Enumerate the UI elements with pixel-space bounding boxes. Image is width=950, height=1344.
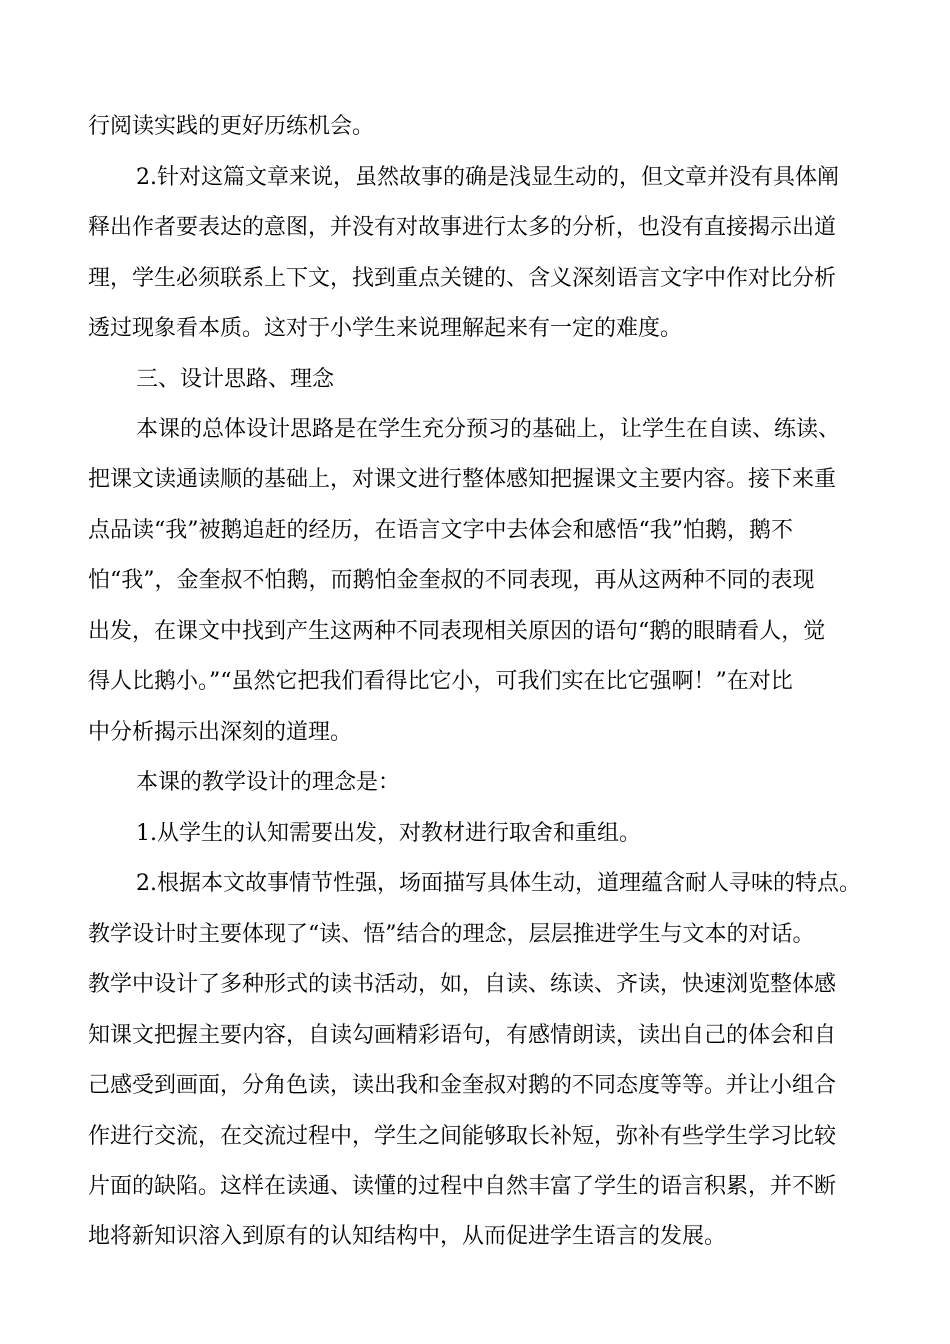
text-line: 己感受到画面，分角色读，读出我和金奎叔对鹅的不同态度等等。并让小组合 xyxy=(88,1073,837,1098)
text-line: 行阅读实践的更好历练机会。 xyxy=(88,114,375,139)
text-line: 教学中设计了多种形式的读书活动，如，自读、练读、齐读，快速浏览整体感 xyxy=(88,972,837,997)
text-line: 1.从学生的认知需要出发，对教材进行取舍和重组。 xyxy=(136,821,641,846)
text-line: 点品读“我”被鹅追赶的经历，在语言文字中去体会和感悟“我”怕鹅，鹅不 xyxy=(88,518,793,543)
text-line: 片面的缺陷。这样在读通、读懂的过程中自然丰富了学生的语言积累，并不断 xyxy=(88,1174,837,1199)
text-line: 透过现象看本质。这对于小学生来说理解起来有一定的难度。 xyxy=(88,316,683,341)
text-line: 本课的教学设计的理念是： xyxy=(136,770,401,795)
text-line: 地将新知识溶入到原有的认知结构中，从而促进学生语言的发展。 xyxy=(88,1224,727,1249)
text-line: 得人比鹅小。”“虽然它把我们看得比它小，可我们实在比它强啊！”在对比 xyxy=(88,669,793,694)
text-line: 理，学生必须联系上下文，找到重点关键的、含义深刻语言文字中作对比分析 xyxy=(88,266,837,291)
section-heading: 三、设计思路、理念 xyxy=(136,367,335,392)
text-line: 中分析揭示出深刻的道理。 xyxy=(88,720,353,745)
text-line: 怕“我”，金奎叔不怕鹅，而鹅怕金奎叔的不同表现，再从这两种不同的表现 xyxy=(88,568,815,593)
text-line: 释出作者要表达的意图，并没有对故事进行太多的分析，也没有直接揭示出道 xyxy=(88,215,837,240)
text-line: 出发，在课文中找到产生这两种不同表现相关原因的语句“鹅的眼睛看人，觉 xyxy=(88,619,826,644)
text-line: 本课的总体设计思路是在学生充分预习的基础上，让学生在自读、练读、 xyxy=(136,417,841,442)
text-line: 2.根据本文故事情节性强，场面描写具体生动，道理蕴含耐人寻味的特点。 xyxy=(136,871,861,896)
text-line: 教学设计时主要体现了“读、悟”结合的理念，层层推进学生与文本的对话。 xyxy=(88,922,815,947)
text-line: 知课文把握主要内容，自读勾画精彩语句，有感情朗读，读出自己的体会和自 xyxy=(88,1023,837,1048)
text-line: 把课文读通读顺的基础上，对课文进行整体感知把握课文主要内容。接下来重 xyxy=(88,467,837,492)
text-line: 2.针对这篇文章来说，虽然故事的确是浅显生动的，但文章并没有具体阐 xyxy=(136,165,839,190)
text-line: 作进行交流，在交流过程中，学生之间能够取长补短，弥补有些学生学习比较 xyxy=(88,1124,837,1149)
